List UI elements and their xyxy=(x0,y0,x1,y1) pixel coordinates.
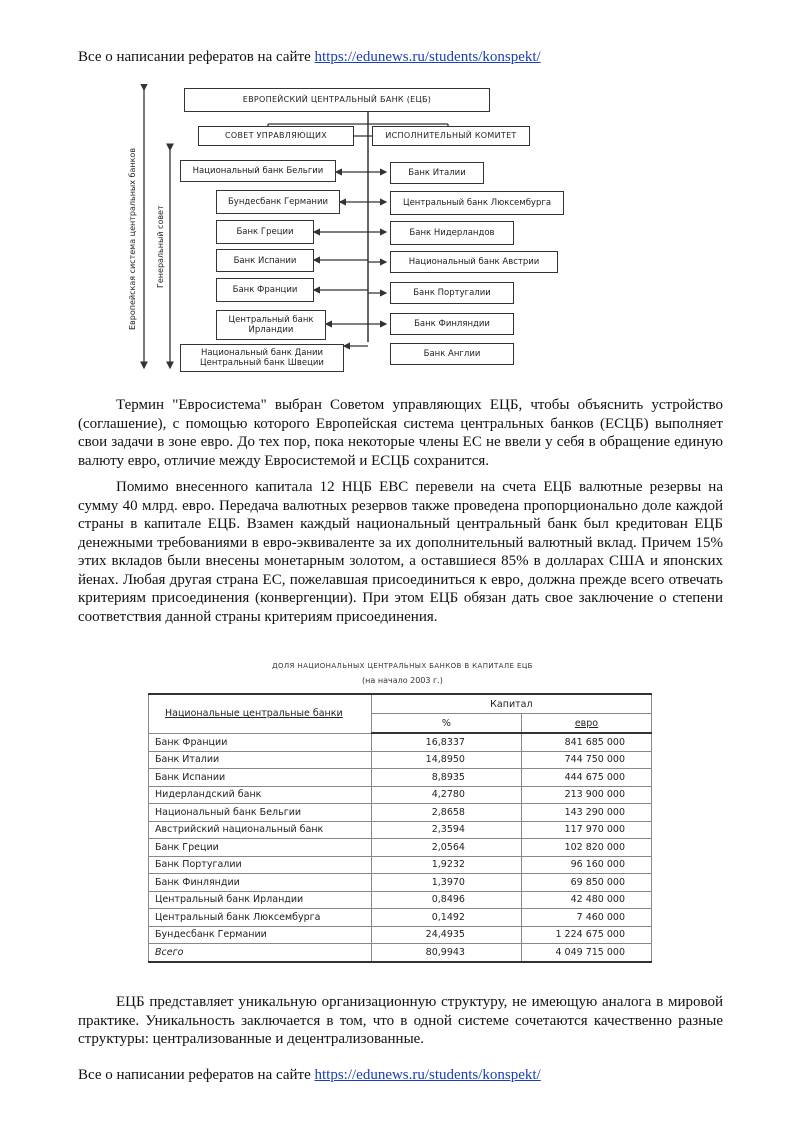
header-link[interactable]: https://edunews.ru/students/konspekt/ xyxy=(314,49,541,65)
right-bank-box: Национальный банк Австрии xyxy=(390,251,558,273)
percent-cell: 2,8658 xyxy=(371,804,521,822)
table-row xyxy=(149,891,652,909)
euro-cell: 841 685 000 xyxy=(521,733,651,751)
table-row xyxy=(149,821,652,839)
table-title: ДОЛЯ НАЦИОНАЛЬНЫХ ЦЕНТРАЛЬНЫХ БАНКОВ В КАПИТАЛЕ ЕЦБ xyxy=(272,662,533,670)
header-banks: Национальные центральные банки xyxy=(149,694,372,733)
percent-cell: 16,8337 xyxy=(371,733,521,751)
bank-name-cell: Банк Франции xyxy=(149,733,372,751)
right-bank-box: Банк Финляндии xyxy=(390,313,514,335)
table-row xyxy=(149,769,652,787)
percent-cell: 8,8935 xyxy=(371,769,521,787)
left-bank-box: Центральный банк Ирландии xyxy=(216,310,326,340)
capital-table xyxy=(148,693,652,963)
euro-cell: 744 750 000 xyxy=(521,751,651,769)
euro-cell: 4 049 715 000 xyxy=(521,944,651,962)
percent-cell: 1,3970 xyxy=(371,874,521,892)
footer-text: Все о написании рефератов на сайте xyxy=(78,1067,315,1083)
bank-name-cell: Бундесбанк Германии xyxy=(149,926,372,944)
euro-cell: 7 460 000 xyxy=(521,909,651,927)
bank-name-cell: Банк Испании xyxy=(149,769,372,787)
euro-cell: 143 290 000 xyxy=(521,804,651,822)
euro-cell: 213 900 000 xyxy=(521,786,651,804)
bank-name-cell: Банк Греции xyxy=(149,839,372,857)
paragraph-unique-structure: ЕЦБ представляет уникальную организационную структуру, не имеющую аналога в мировой практике. Уникальность заключается в том, что в одной системе сочетаются качественно разные структуры: централизованные и децентрализованные. xyxy=(78,994,723,1047)
table-row xyxy=(149,909,652,927)
executive-board-box: ИСПОЛНИТЕЛЬНЫЙ КОМИТЕТ xyxy=(372,126,530,146)
escb-vertical-label: Европейская система центральных банков xyxy=(128,147,137,330)
table-row xyxy=(149,751,652,769)
percent-cell: 24,4935 xyxy=(371,926,521,944)
percent-cell: 2,3594 xyxy=(371,821,521,839)
table-row xyxy=(149,733,652,751)
euro-cell: 444 675 000 xyxy=(521,769,651,787)
bank-name-cell: Всего xyxy=(149,944,372,962)
euro-cell: 96 160 000 xyxy=(521,856,651,874)
percent-cell: 0,1492 xyxy=(371,909,521,927)
right-bank-box: Банк Нидерландов xyxy=(390,221,514,245)
left-bank-box: Банк Греции xyxy=(216,220,314,244)
bank-name-cell: Национальный банк Бельгии xyxy=(149,804,372,822)
table-row xyxy=(149,874,652,892)
table-row xyxy=(149,926,652,944)
euro-cell: 1 224 675 000 xyxy=(521,926,651,944)
percent-cell: 1,9232 xyxy=(371,856,521,874)
paragraph-eurosystem: Термин "Евросистема" выбран Советом управляющих ЕЦБ, чтобы объяснить устройство (соглашение), с помощью которого Европейская система центральных банков (ЕСЦБ) выполняет свои задачи в зоне евро. До тех пор, пока некоторые члены ЕС не ввели у себя в обращение единую валюту евро, отличие между Евросистемой и ЕСЦБ сохранится. xyxy=(78,397,723,469)
bank-name-cell: Банк Португалии xyxy=(149,856,372,874)
euro-cell: 42 480 000 xyxy=(521,891,651,909)
right-bank-box: Банк Англии xyxy=(390,343,514,365)
left-bank-box: Банк Испании xyxy=(216,249,314,272)
right-bank-box: Центральный банк Люксембурга xyxy=(390,191,564,215)
footer-link[interactable]: https://edunews.ru/students/konspekt/ xyxy=(314,1067,541,1083)
ecb-top-box: ЕВРОПЕЙСКИЙ ЦЕНТРАЛЬНЫЙ БАНК (ЕЦБ) xyxy=(184,88,490,112)
left-bank-box: Национальный банк Бельгии xyxy=(180,160,336,182)
page-footer xyxy=(78,1066,541,1084)
table-row xyxy=(149,839,652,857)
bank-name-cell: Нидерландский банк xyxy=(149,786,372,804)
table-subtitle: (на начало 2003 г.) xyxy=(362,676,443,685)
table-total-row xyxy=(149,944,652,962)
percent-cell: 0,8496 xyxy=(371,891,521,909)
paragraph-reserves: Помимо внесенного капитала 12 НЦБ ЕВС перевели на счета ЕЦБ валютные резервы на сумму 40 млрд. евро. Передача валютных резервов также проведена пропорционально доле каждой страны в капитале ЕЦБ. Взамен каждый национальный центральный банк был кредитован ЕЦБ денежными требованиями в евро-эквиваленте за их дополнительный валютный вклад. Причем 15% этих вкладов были внесены монетарным золотом, а оставшиеся 85% в долларах США и японских йенах. Любая другая страна ЕС, пожелавшая присоединиться к евро, должна прежде всего отвечать критериям присоединения (конвергенции). При этом ЕЦБ обязан дать свое заключение о степени соответствия данной страны критериям присоединения. xyxy=(78,479,723,625)
table-row xyxy=(149,786,652,804)
euro-cell: 117 970 000 xyxy=(521,821,651,839)
right-bank-box: Банк Португалии xyxy=(390,282,514,304)
page-header xyxy=(78,48,541,66)
percent-cell: 80,9943 xyxy=(371,944,521,962)
table-row xyxy=(149,856,652,874)
ecb-structure-diagram xyxy=(118,84,578,374)
header-percent: % xyxy=(371,714,521,734)
left-bank-box: Банк Франции xyxy=(216,278,314,302)
euro-cell: 69 850 000 xyxy=(521,874,651,892)
percent-cell: 2,0564 xyxy=(371,839,521,857)
bank-name-cell: Банк Италии xyxy=(149,751,372,769)
header-capital: Капитал xyxy=(371,694,651,714)
governing-council-box: СОВЕТ УПРАВЛЯЮЩИХ xyxy=(198,126,354,146)
right-bank-box: Банк Италии xyxy=(390,162,484,184)
left-bank-box: Бундесбанк Германии xyxy=(216,190,340,214)
general-council-vertical-label: Генеральный совет xyxy=(156,205,165,288)
bank-name-cell: Центральный банк Ирландии xyxy=(149,891,372,909)
percent-cell: 14,8950 xyxy=(371,751,521,769)
percent-cell: 4,2780 xyxy=(371,786,521,804)
header-euro: евро xyxy=(521,714,651,734)
left-bank-box: Национальный банк Дании Центральный банк Швеции xyxy=(180,344,344,372)
header-text: Все о написании рефератов на сайте xyxy=(78,49,315,65)
bank-name-cell: Банк Финляндии xyxy=(149,874,372,892)
table-body xyxy=(149,733,652,962)
euro-cell: 102 820 000 xyxy=(521,839,651,857)
bank-name-cell: Австрийский национальный банк xyxy=(149,821,372,839)
table-row xyxy=(149,804,652,822)
bank-name-cell: Центральный банк Люксембурга xyxy=(149,909,372,927)
